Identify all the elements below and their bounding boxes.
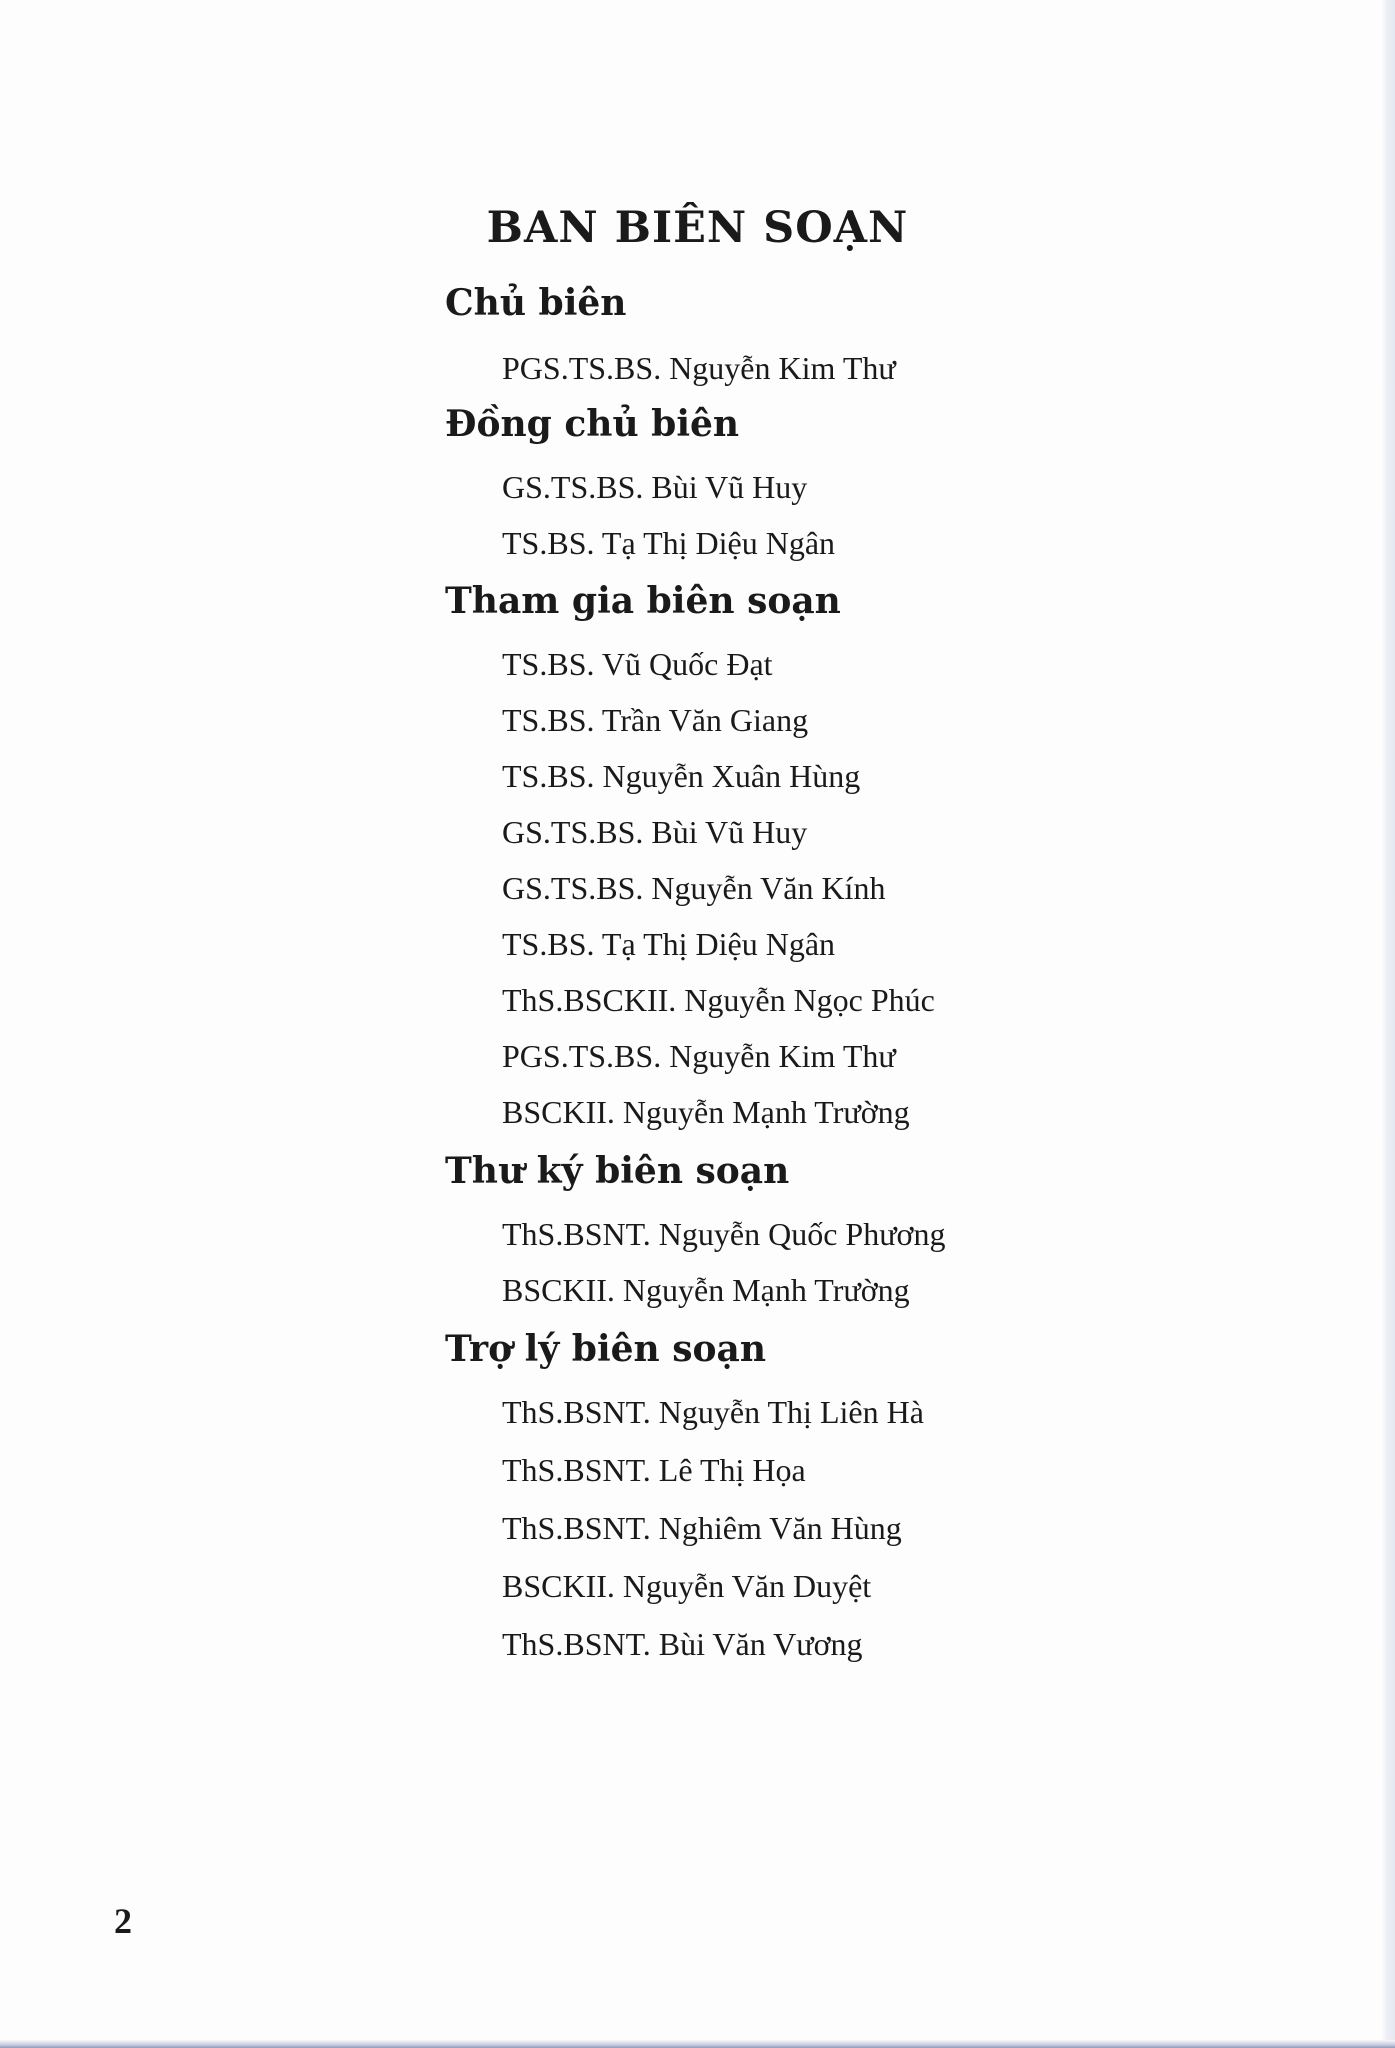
assistant-entry: ThS.BSNT. Lê Thị Họa <box>502 1452 806 1488</box>
contributor-entry: TS.BS. Tạ Thị Diệu Ngân <box>502 926 836 962</box>
secretary-entry: BSCKII. Nguyễn Mạnh Trường <box>502 1272 910 1308</box>
contributor-entry: ThS.BSCKII. Nguyễn Ngọc Phúc <box>502 982 935 1018</box>
assistant-entry: ThS.BSNT. Nguyễn Thị Liên Hà <box>502 1394 924 1430</box>
page-bottom-edge <box>0 2040 1395 2048</box>
assistant-entry: ThS.BSNT. Bùi Văn Vương <box>502 1626 863 1662</box>
section-heading-chu-bien: Chủ biên <box>445 282 627 324</box>
contributor-entry: TS.BS. Trần Văn Giang <box>502 702 809 738</box>
section-heading-thu-ky-bien-soan: Thư ký biên soạn <box>445 1150 790 1192</box>
contributor-entry: GS.TS.BS. Nguyễn Văn Kính <box>502 870 886 906</box>
contributor-entry: GS.TS.BS. Bùi Vũ Huy <box>502 814 808 850</box>
page-edge-shadow <box>1381 0 1395 2048</box>
contributor-entry: TS.BS. Nguyễn Xuân Hùng <box>502 758 861 794</box>
assistant-entry: ThS.BSNT. Nghiêm Văn Hùng <box>502 1510 902 1546</box>
contributor-entry: PGS.TS.BS. Nguyễn Kim Thư <box>502 1038 896 1074</box>
co-editor-entry: TS.BS. Tạ Thị Diệu Ngân <box>502 525 836 561</box>
contributor-entry: TS.BS. Vũ Quốc Đạt <box>502 646 773 682</box>
secretary-entry: ThS.BSNT. Nguyễn Quốc Phương <box>502 1216 946 1252</box>
section-heading-dong-chu-bien: Đồng chủ biên <box>445 403 740 445</box>
editor-in-chief-entry: PGS.TS.BS. Nguyễn Kim Thư <box>502 350 896 386</box>
contributor-entry: BSCKII. Nguyễn Mạnh Trường <box>502 1094 910 1130</box>
page-title: BAN BIÊN SOẠN <box>486 203 909 253</box>
page-number: 2 <box>114 1901 132 1941</box>
assistant-entry: BSCKII. Nguyễn Văn Duyệt <box>502 1568 872 1604</box>
section-heading-tro-ly-bien-soan: Trợ lý biên soạn <box>445 1328 767 1370</box>
co-editor-entry: GS.TS.BS. Bùi Vũ Huy <box>502 469 808 505</box>
section-heading-tham-gia-bien-soan: Tham gia biên soạn <box>445 580 841 622</box>
